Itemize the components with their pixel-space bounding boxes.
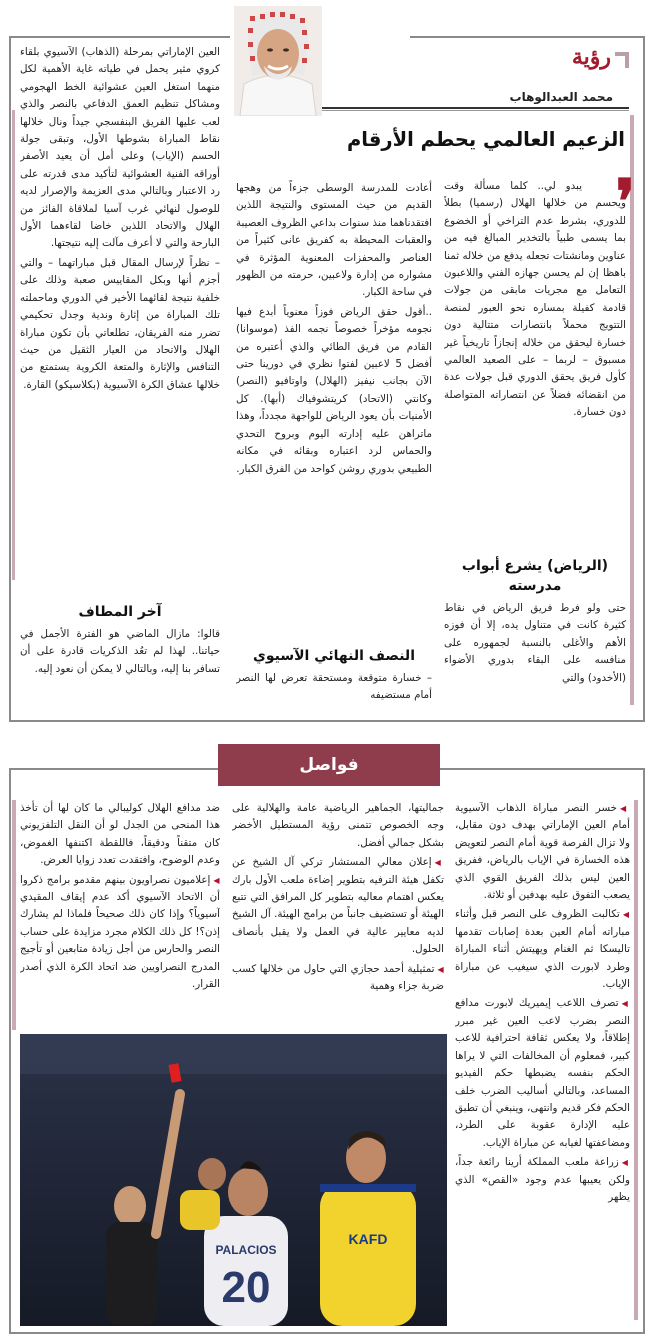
bullet-icon: ◀ (622, 910, 630, 920)
paragraph: قالوا: مازال الماضي هو الفترة الأجمل في حياتنا.. لهذا لم تعُد الذكريات قادرة على أن تسافر بنا إليه، وبالتالي لا يمكن أن نعود إليه. (20, 628, 220, 675)
paragraph: حتى ولو فرط فريق الرياض في نقاط كثيرة كانت في متناول يده، إلا أن فوزه الأهم والأغلى بالنسبة لجمهوره على منافسه على البقاء بدوري الأضواء (الأخدود) والتي (444, 602, 626, 684)
article-headline: الزعيم العالمي يحطم الأرقام (346, 128, 625, 151)
quote-icon: ❜ (615, 167, 635, 237)
section-label: فواصل (218, 744, 440, 786)
list-item: ◀تصرف اللاعب إيميريك لابورت مدافع النصر بضرب لاعب العين غير مبرر إطلاقاً، ولا يعكس ثقافة احترافية للاعب كبير، فمعلوم أن المخالفات التي لا يراها الحكم بنفسه يضبطها حكم الفيديو المساعد، وبالتالي أساليب الضرب خلف الحكم فكر قديم وانتهى، وينبغي أن تطبق عليه الإدارة عقوبة على الطرد، ومضاعفتها لغيابه عن مباراة الإياب. (455, 997, 630, 1149)
jersey-number: 20 (221, 1263, 271, 1312)
list-item: ◀إعلان معالي المستشار تركي آل الشيخ عن تكفل هيئة الترفيه بتطوير إضاءة ملعب الأول بارك يعكس اهتمام معاليه بتطوير كل المرافق التي تتبع الهيئة أو تستضيف جانباً من برامج الهيئة. آل الشيخ لديه معايير عالية في العمل ولا يقبل بأنصاف الحلول. (232, 856, 444, 956)
fawasel-column-2 (232, 800, 444, 1026)
paragraph: – نظراً لإرسال المقال قبل مباراتهما – والتي أجزم أنها وبكل المقاييس صعبة وذلك على خلفية نتيجة لقائهما الأخير في الدوري وماحملته تلك المباراة من إثارة وندية وجدل تحكيمي تضرر منه الفريقان، تطلعاتي بأن تكون مباراة الهلال والاتحاد من العيار الثقيل من حيث التنافس والإثارة والمتعة الكروية يستمتع من خلالها عشاق الكرة الآسيوية (بكلاسيكو) القارة. (20, 256, 220, 391)
bullet-icon: ◀ (213, 875, 220, 885)
bullet-icon: ◀ (621, 999, 630, 1009)
list-item: ◀خسر النصر مباراة الذهاب الآسيوية أمام العين الإماراتي بهدف دون مقابل، ولا تزال الفرصة قوية أمام النصر لتعويض هذه الخسارة في الإياب بالرياض، ففريق العين ليس بذلك الفريق القوي الذي يصعب التفوق عليه بهدفين أو ثلاثة. (455, 802, 630, 902)
column-1-text-2 (444, 600, 626, 712)
column-1-subhead: (الرياض) يشرع أبواب مدرسته (461, 558, 609, 594)
list-item: جماليتها، الجماهير الرياضية عامة والهلالية على وجه الخصوص تتمنى رؤية المستطيل الأخضر بشكل جمالي أفضل. (232, 802, 444, 849)
paragraph: ..أقول حقق الرياض فوزاً معنوياً أبدع فيها نجومه مؤخراً خصوصاً نجمه الفذ (موسوانا) القادم من فريق الطائي والذي أعتبره من أفضل 5 لاعبين لفتوا نظري في دورينا حتى الآن بجانب نيفيز (الهلال) واوتافيو (النصر) وكانتي (الاتحاد) كريتشوفياك (أبها). كل الأمنيات بأن يعود الرياض للواجهة مجدداً، وهذا ماتراهن عليه إدارته اليوم وبروح التحدي والحماس لرد اعتباره وبقائه في مكانه الطبيعي بدوري روشن كواحد من الفرق الكبار. (236, 305, 432, 475)
match-scene (20, 1034, 447, 1326)
column-3-text (20, 44, 220, 592)
column-2-text-2 (236, 670, 432, 708)
jersey-sponsor: KAFD (348, 1231, 388, 1247)
decorative-bar-right (634, 800, 638, 1320)
column-2-text (236, 180, 432, 636)
bullet-icon: ◀ (621, 1158, 630, 1168)
column-3-text-2 (20, 626, 220, 706)
list-item: ◀إعلاميون نصراويون بينهم مقدمو برامج ذكروا أن الاتحاد الآسيوي أكد عدم إيقاف المقيدي آسيوياً؟ وإذا كان ذلك صحيحاً فلماذا لم يشارك إذن؟! كل ذلك الكلام مجرد مزايدة على حساب النصر والحارس من أجل زيادة متابعين أو تأجيج المدرج النصراويين ضد اتحاد الكرة الذي أصدر القرار. (20, 873, 220, 991)
paragraph: أعادت للمدرسة الوسطى جزءاً من وهجها القديم من حيث المستوى والنتيجة اللذين افتقدناهما منذ سنوات بداعي الظروف العصيبة والعقبات المحيطة به كفريق عانى كثيراً من العناصر والمحفزات المعنوية المؤثرة في مشواره من إدارة ولاعبين، حرمته من الظهور في ساحة الكبار. (236, 182, 432, 299)
jersey-name: PALACIOS (215, 1243, 277, 1257)
list-item: ◀زراعة ملعب المملكة أرينا رائعة جداً، ولكن يعيبها عدم وجود «القص» الذي يظهر (455, 1156, 630, 1203)
bullet-icon: ◀ (434, 858, 444, 868)
divider (305, 107, 629, 109)
decorative-bar-left (12, 800, 16, 1030)
column-1-text (444, 178, 626, 538)
paragraph: – خسارة متوقعة ومستحقة تعرض لها النصر أمام مستضيفه (236, 672, 432, 702)
column-2-subhead: النصف النهائي الآسيوي (253, 648, 415, 664)
bullet-icon: ◀ (620, 804, 630, 813)
list-item: ضد مدافع الهلال كوليبالي ما كان لها أن تأخذ هذا المنحى من الجدل لو أن النقل التلفزيوني كان متقناً ودقيقاً، فاللقطة اكتنفها الغموض، وعدم الوضوح، وافتقدت تعدد زوايا العرض. (20, 802, 220, 867)
decorative-bar-left (12, 110, 15, 580)
author-name: محمد العبدالوهاب (509, 90, 613, 104)
list-item: ◀تكالبت الظروف على النصر قبل وأثناء مباراته أمام العين بعدة إصابات تقدمها تاليسكا ثم الغنام ويهيتش أثناء المباراة وطرد لابورت الذي سيغيب عن مباراة الإياب. (455, 908, 630, 991)
bullet-icon: ◀ (437, 964, 444, 974)
column-rubric: رؤية (571, 44, 611, 70)
column-3-subhead: آخر المطاف (78, 604, 162, 620)
match-photo (20, 1034, 447, 1326)
fawasel-column-3 (20, 800, 220, 1026)
paragraph: العين الإماراتي بمرحلة (الذهاب) الآسيوي بلقاء كروي مثير يحمل في طياته غاية الأهمية لكل منهما استغل العين عشوائية الخط الهجومي ومشاكل تنظيم العمق الدفاعي بالنصر والذي لعب عليها الفريق البنفسجي جيداً ونال خلالها نقاط المباراة بشوطها الأول، وتبقى جولة الحسم (الإياب) وعلى أمل أن يعيد الأصفر أوراقه الفنية العشوائية لتأكيد مدى قدرته على رد الاعتبار وبالتالي مدى العزيمة والإصرار لديه للوصول لنهائي غرب آسيا لملاقاة الفائز من الهلال والاتحاد اللذين خاضا لقاءهما الأول البارحة والتي لا أعرف مآلت إليه نتيجتها. (20, 46, 220, 250)
rubric-corner-icon (615, 52, 629, 68)
author-photo (234, 6, 322, 116)
list-item: ◀تمثيلية أحمد حجازي التي حاول من خلالها كسب ضربة جزاء وهمية (232, 962, 444, 993)
divider (305, 110, 629, 111)
fawasel-column-1 (455, 800, 630, 1328)
author-portrait (234, 6, 322, 116)
paragraph: يبدو لي.. كلما مسألة وقت ويحسم من خلالها الهلال (رسميا) بطلاً للدوري، بشرط عدم التراخي أو الخضوع بما يسمى طبياً بالتخدير المبالغ فيه من عناوين ومانشتات تجعله يدفع من خلاله ثمنا باهظا إن لم يحسن جهازه الفني واللاعبون التعامل مع مجريات مابقى من جولات قادمة كفيلة بمساره نحو العبور لمنصة التتويج محملاً بانتصارات متتالية دون خسارة ليحقق من خلاله إنجازاً تاريخياً غير مسبوق – لربما – على الصعيد العالمي كأول فريق يحقق الدوري قبل جولات عدة من انقضائه فضلاً عن انتصاراته المتواصلة دون خسارة. (444, 180, 626, 419)
